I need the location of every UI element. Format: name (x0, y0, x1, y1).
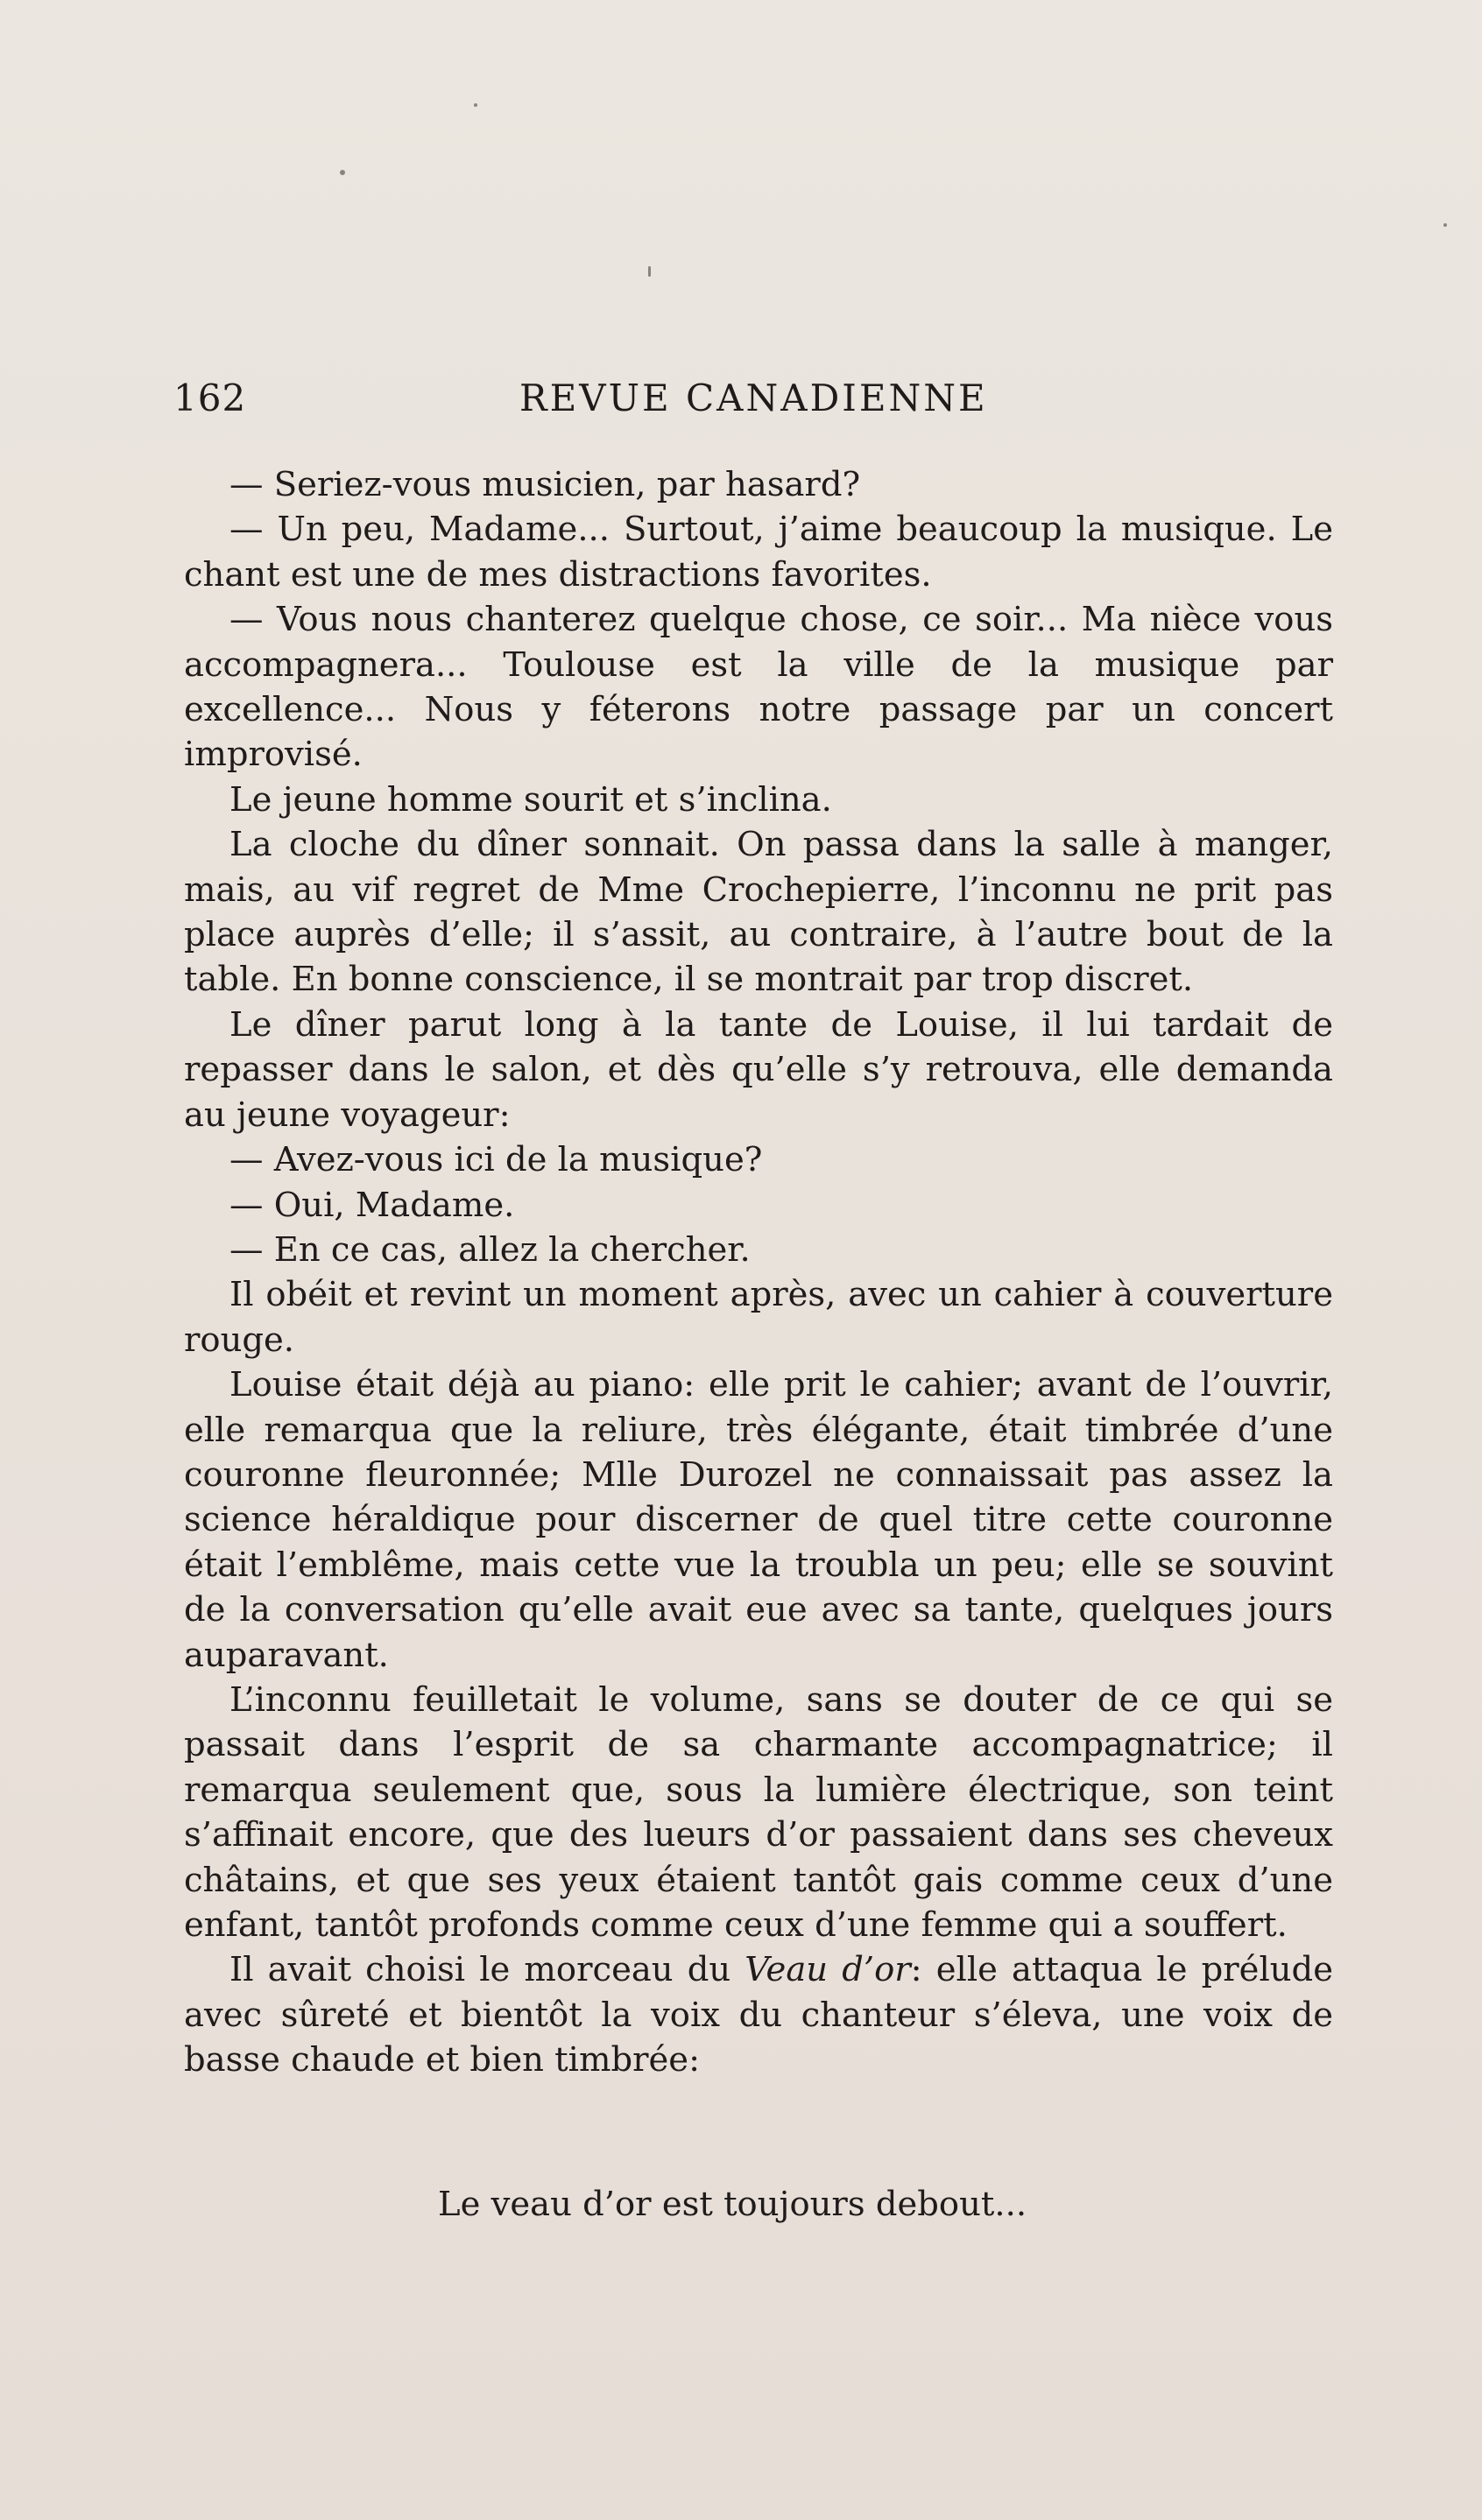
paper-speck (340, 170, 345, 175)
paragraph: — Vous nous chanterez quelque chose, ce soir... Ma nièce vous accompagnera... Toulouse est la ville de la musique par excellence... Nous y féterons notre passage par un concert improvisé. (184, 600, 1333, 775)
paragraph: Louise était déjà au piano: elle prit le cahier; avant de l’ouvrir, elle remarqua que la reliure, très élégante, était timbrée d’une couronne fleuronnée; Mlle Durozel ne connaissait pas assez la science héraldique pour discerner de quel titre cette couronne était l’emblême, mais cette vue la troubla un peu; elle se souvint de la conversation qu’elle avait eue avec sa tante, quelques jours auparavant. (184, 1365, 1333, 1675)
paragraph-text: Il avait choisi le morceau du (229, 1950, 745, 1990)
paragraph: — Un peu, Madame... Surtout, j’aime beaucoup la musique. Le chant est une de mes distractions favorites. (184, 510, 1333, 595)
paper-speck (1443, 223, 1447, 227)
paragraph: La cloche du dîner sonnait. On passa dans la salle à manger, mais, au vif regret de Mme Crochepierre, l’inconnu ne prit pas place auprès d’elle; il s’assit, au contraire, à l’autre bout de la table. En bonne conscience, il se montrait par trop discret. (184, 825, 1333, 1000)
paragraph: — En ce cas, allez la chercher. (229, 1229, 751, 1270)
paragraph: — Oui, Madame. (229, 1185, 515, 1225)
paragraph-veau-dor (184, 1947, 1333, 2082)
paragraph: — Seriez-vous musicien, par hasard? (229, 465, 861, 504)
page-header (173, 377, 1330, 429)
paper-speck (474, 103, 477, 107)
paragraph-text: : elle attaqua le prélude avec sûreté et bientôt la voix du chanteur s’éleva, une voix de basse chaude et bien timbrée: (184, 1950, 1333, 2080)
paper-speck (648, 266, 651, 277)
running-title: REVUE CANADIENNE (519, 377, 988, 419)
paragraph: Le dîner parut long à la tante de Louise, il lui tardait de repasser dans le salon, et dès qu’elle s’y retrouva, elle demanda au jeune voyageur: (184, 1004, 1333, 1135)
verse-line: Le veau d’or est toujours debout... (438, 2185, 1027, 2224)
paragraph: — Avez-vous ici de la musique? (229, 1140, 763, 1180)
paragraph: Il obéit et revint un moment après, avec un cahier à couverture rouge. (184, 1275, 1333, 1360)
paragraph: Le jeune homme sourit et s’inclina. (229, 779, 832, 820)
paragraph: L’inconnu feuilletait le volume, sans se douter de ce qui se passait dans l’esprit de sa charmante accompagnatrice; il remarqua seulement que, sous la lumière électrique, son teint s’affinait encore, que des lueurs d’or passaient dans ses cheveux châtains, et que ses yeux étaient tantôt gais comme ceux d’une enfant, tantôt profonds comme ceux d’une femme qui a souffert. (184, 1679, 1333, 1945)
page-number: 162 (173, 377, 247, 419)
body-text (184, 462, 1333, 2083)
opera-title-italic: Veau d’or (745, 1950, 911, 1990)
